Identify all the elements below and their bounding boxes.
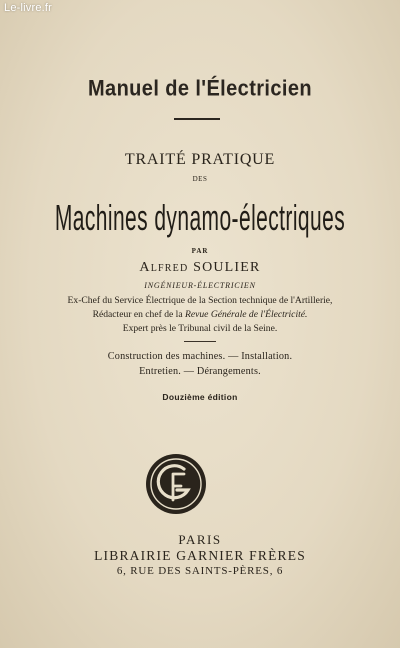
author-name (0, 260, 400, 276)
publisher-monogram-icon (144, 452, 208, 516)
bio-line-1: Ex-Chef du Service Électrique de la Section technique de l'Artillerie, (67, 295, 333, 306)
contents-line-1: Construction des machines. — Installation. (107, 351, 293, 362)
author-first-name: Alfred (139, 260, 189, 275)
section-rule (184, 341, 216, 342)
series-title: Manuel de l'Électricien (87, 76, 313, 102)
author-role: INGÉNIEUR-ÉLECTRICIEN (144, 281, 256, 290)
edition: Douzième édition (162, 392, 238, 402)
connector-par: PAR (191, 247, 209, 255)
bio-line-2-prefix: Rédacteur en chef de la (92, 309, 185, 320)
subtitle: TRAITÉ PRATIQUE (124, 151, 276, 168)
bio-line-2 (0, 308, 400, 322)
imprint-address: 6, RUE DES SAINTS-PÈRES, 6 (116, 565, 284, 577)
bio-line-3: Expert près le Tribunal civil de la Seine. (122, 323, 278, 334)
imprint-city: PARIS (178, 532, 222, 547)
contents-line-2: Entretien. — Dérangements. (139, 366, 261, 377)
main-title: Machines dynamo-électriques (54, 198, 346, 239)
author-last-name: SOULIER (193, 260, 261, 275)
journal-name: Revue Générale de l'Électricité. (184, 309, 308, 320)
connector-des: DES (192, 175, 208, 183)
imprint-publisher: LIBRAIRIE GARNIER FRÈRES (94, 548, 306, 563)
title-rule (174, 118, 220, 120)
watermark: Le-livre.fr (4, 2, 53, 14)
